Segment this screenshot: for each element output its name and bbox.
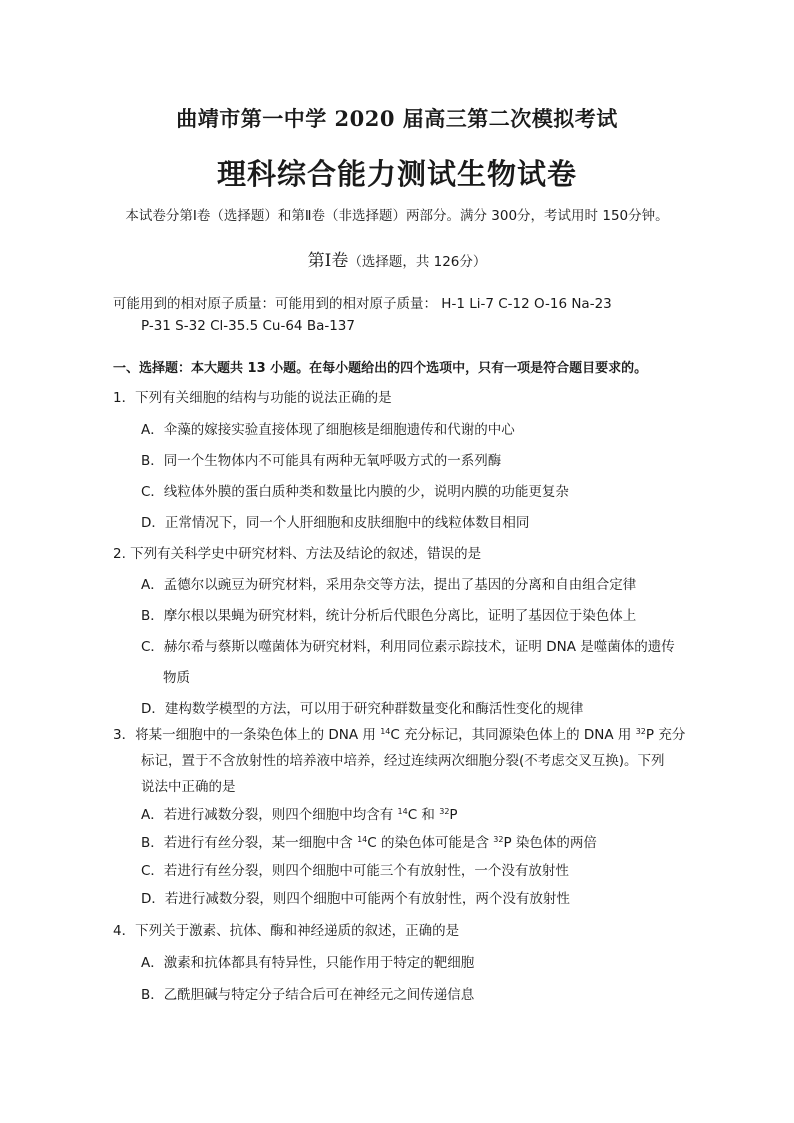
- q1-option-c: C．线粒体外膜的蛋白质种类和数量比内膜的少，说明内膜的功能更复杂: [141, 484, 569, 500]
- q2-option-d: D．建构数学模型的方法，可以用于研究种群数量变化和酶活性变化的规律: [141, 701, 584, 717]
- q3-option-d: D．若进行减数分裂，则四个细胞中可能两个有放射性，两个没有放射性: [141, 891, 570, 907]
- q2-option-c: C．赫尔希与蔡斯以噬菌体为研究材料，利用同位素示踪技术，证明 DNA 是噬菌体的遗传: [141, 639, 675, 655]
- q4-stem: 4．下列关于激素、抗体、酶和神经递质的叙述，正确的是: [113, 923, 460, 939]
- q1-option-d: D．正常情况下，同一个人肝细胞和皮肤细胞中的线粒体数目相同: [141, 515, 530, 531]
- q2-stem: 2. 下列有关科学史中研究材料、方法及结论的叙述，错误的是: [113, 546, 482, 562]
- section-heading: 一、选择题：本大题共 13 小题。在每小题给出的四个选项中，只有一项是符合题目要求的。: [113, 361, 648, 376]
- volume-heading: [0, 246, 794, 271]
- q3-option-b: B．若进行有丝分裂，某一细胞中含 $^{14}$C 的染色体可能是含 $^{32}$P 染色体的两倍: [141, 835, 597, 851]
- q3-stem-line-2: 标记，置于不含放射性的培养液中培养，经过连续两次细胞分裂(不考虑交叉互换)。下列: [141, 753, 665, 769]
- q2-option-a: A．孟德尔以豌豆为研究材料，采用杂交等方法，提出了基因的分离和自由组合定律: [141, 577, 637, 593]
- q1-option-a: A．伞藻的嫁接实验直接体现了细胞核是细胞遗传和代谢的中心: [141, 422, 515, 438]
- exam-intro: 本试卷分第Ⅰ卷（选择题）和第Ⅱ卷（非选择题）两部分。满分 300分，考试用时 150分钟。: [125, 208, 669, 224]
- q4-option-b: B．乙酰胆碱与特定分子结合后可在神经元之间传递信息: [141, 987, 475, 1003]
- q2-option-b: B．摩尔根以果蝇为研究材料，统计分析后代眼色分离比，证明了基因位于染色体上: [141, 608, 637, 624]
- q1-option-b: B．同一个生物体内不可能具有两种无氧呼吸方式的一系列酶: [141, 453, 502, 469]
- atomic-mass-line-2: P-31 S-32 Cl-35.5 Cu-64 Ba-137: [141, 318, 355, 334]
- q4-option-a: A．激素和抗体都具有特异性，只能作用于特定的靶细胞: [141, 955, 475, 971]
- atomic-mass-line-1: 可能用到的相对原子质量：可能用到的相对原子质量： H-1 Li-7 C-12 O-16 Na-23: [113, 296, 612, 312]
- q3-stem-line-1: 3．将某一细胞中的一条染色体上的 DNA 用 $^{14}$C 充分标记，其同源染色体上的 DNA 用 $^{32}$P 充分: [113, 727, 686, 743]
- exam-subtitle: 理科综合能力测试生物试卷: [216, 157, 577, 191]
- q1-stem: 1．下列有关细胞的结构与功能的说法正确的是: [113, 390, 392, 406]
- q3-stem-line-3: 说法中正确的是: [141, 779, 236, 795]
- exam-title: 曲靖市第一中学 2020 届高三第二次模拟考试: [176, 106, 618, 131]
- q3-option-c: C．若进行有丝分裂，则四个细胞中可能三个有放射性，一个没有放射性: [141, 863, 569, 879]
- q3-option-a: A．若进行减数分裂，则四个细胞中均含有 $^{14}$C 和 $^{32}$P: [141, 807, 458, 823]
- volume-main: 第Ⅰ卷: [307, 251, 349, 271]
- volume-sub: （选择题，共 126分）: [348, 254, 487, 270]
- q2-option-c-cont: 物质: [163, 670, 190, 686]
